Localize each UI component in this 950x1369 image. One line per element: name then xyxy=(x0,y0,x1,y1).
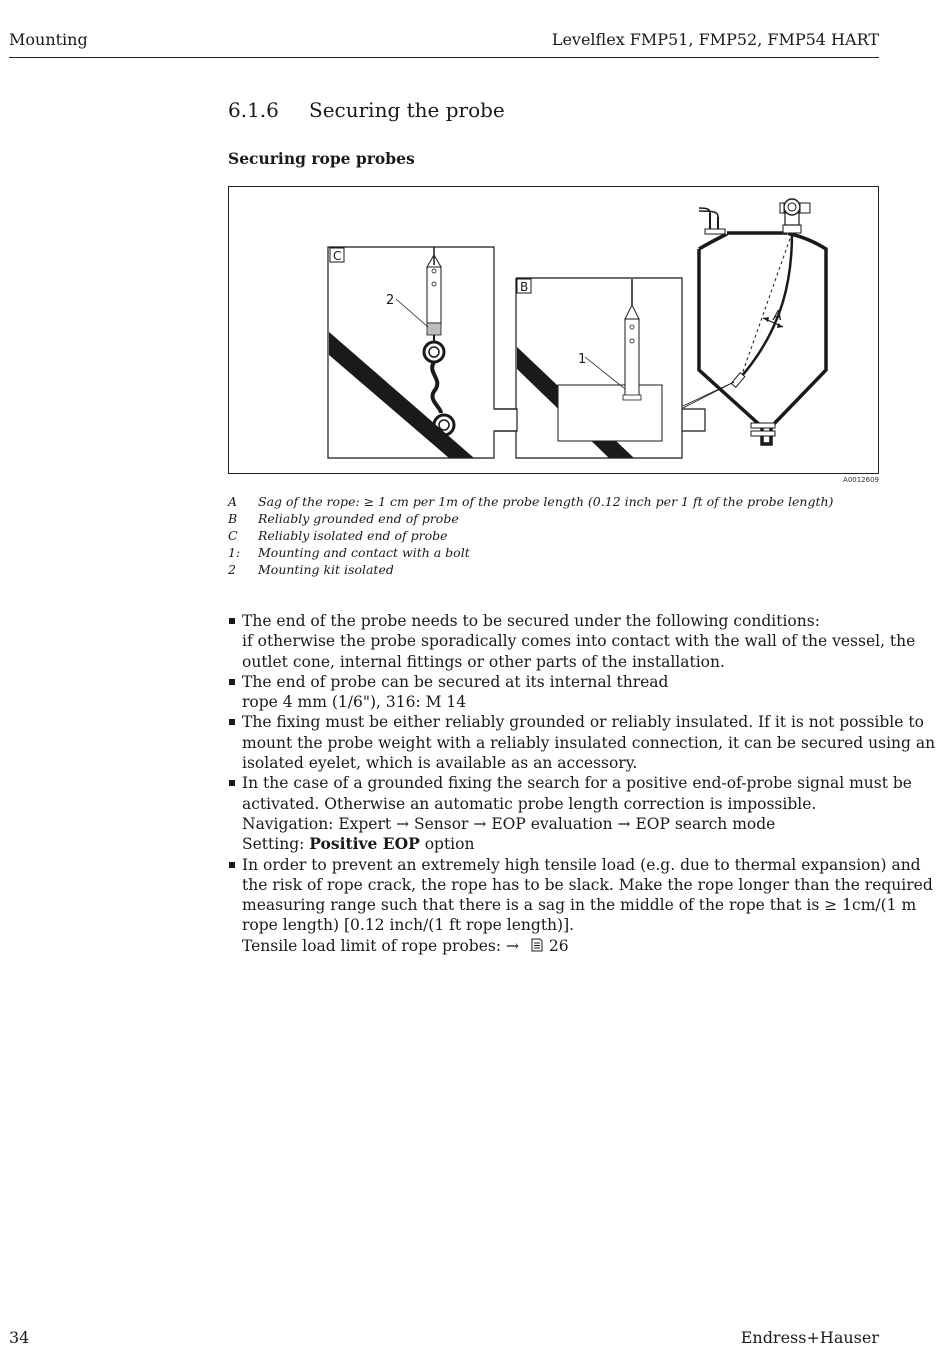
legend-item xyxy=(228,527,833,544)
bullet-line: mount the probe weight with a reliably insulated connection, it can be secured using an xyxy=(242,733,936,752)
arrow-right-icon: → xyxy=(473,814,487,833)
label-c: C xyxy=(333,249,342,263)
page-icon xyxy=(530,938,544,952)
bolt xyxy=(623,395,641,400)
bullet-line: outlet cone, internal fittings or other parts of the installation. xyxy=(242,652,725,671)
bullet-line: The fixing must be either reliably grounded or reliably insulated. If it is not possible to xyxy=(242,713,924,732)
nav-step: EOP evaluation xyxy=(491,814,613,833)
reference-text: Tensile load limit of rope probes: xyxy=(242,936,502,955)
legend-text: Mounting and contact with a bolt xyxy=(258,545,470,560)
legend-text: Reliably isolated end of probe xyxy=(258,528,448,543)
header-rule xyxy=(9,57,879,58)
bullet-line: measuring range such that there is a sag in the middle of the rope that is ≥ 1cm/(1 m xyxy=(242,896,917,915)
legend-key: C xyxy=(228,528,238,543)
silo xyxy=(683,199,826,444)
label-b: B xyxy=(520,280,529,294)
section-number: 6.1.6 xyxy=(228,98,279,122)
setting-prefix: Setting: xyxy=(242,835,305,854)
subheading: Securing rope probes xyxy=(228,149,415,168)
bullet-line: rope 4 mm (1/6"), 316: M 14 xyxy=(242,693,467,712)
probe-illustration xyxy=(229,187,880,475)
wall-hatch-c xyxy=(329,332,474,458)
legend-item xyxy=(228,510,833,527)
bullet-line: rope length) [0.12 inch/(1 ft rope length)]. xyxy=(242,916,575,935)
bullet-line: activated. Otherwise an automatic probe length correction is impossible. xyxy=(242,794,817,813)
arrow-right-icon: → xyxy=(396,814,410,833)
nav-step: Sensor xyxy=(414,814,469,833)
panel-b xyxy=(495,278,705,458)
figure-id: A0012609 xyxy=(843,476,879,484)
bullet-item xyxy=(228,712,936,773)
header-section: Mounting xyxy=(9,30,88,49)
figure-legend xyxy=(228,493,833,578)
arrow-right-icon: → xyxy=(617,814,631,833)
probe-figure xyxy=(228,186,879,474)
setting-value: Positive EOP xyxy=(309,834,420,854)
legend-key: A xyxy=(228,494,238,509)
label-a: A xyxy=(773,309,782,324)
page-number: 34 xyxy=(9,1328,30,1347)
legend-key: 1: xyxy=(228,545,241,560)
setting-suffix: option xyxy=(424,835,475,854)
sagging-rope xyxy=(741,233,792,377)
bullet-line: isolated eyelet, which is available as an accessory. xyxy=(242,754,638,773)
bullet-line: In order to prevent an extremely high tensile load (e.g. due to thermal expansion) and xyxy=(242,855,921,874)
legend-text: Sag of the rope: ≥ 1 cm per 1m of the probe length (0.12 inch per 1 ft of the probe length) xyxy=(258,494,834,509)
transmitter-head xyxy=(784,199,800,215)
setting-line xyxy=(242,834,878,854)
legend-key: B xyxy=(228,511,238,526)
header-product: Levelflex FMP51, FMP52, FMP54 HART xyxy=(551,30,879,49)
footer-brand: Endress+Hauser xyxy=(740,1328,879,1347)
legend-item xyxy=(228,493,833,510)
bullet-item xyxy=(228,773,912,854)
bracket-b xyxy=(558,385,662,441)
bullet-line: the risk of rope crack, the rope has to be slack. Make the rope longer than the required xyxy=(242,875,933,894)
bullet-list xyxy=(228,611,936,956)
panel-c xyxy=(328,247,517,458)
bullet-line: The end of probe can be secured at its internal thread xyxy=(242,672,669,691)
bullet-item xyxy=(228,855,933,956)
legend-text: Mounting kit isolated xyxy=(258,562,394,577)
label-one: 1 xyxy=(578,352,587,367)
isolated-kit xyxy=(427,323,441,335)
legend-item xyxy=(228,544,833,561)
probe-weight-c xyxy=(427,267,441,323)
page-reference-line xyxy=(242,936,878,956)
navigation-path xyxy=(242,814,878,834)
bullet-line: if otherwise the probe sporadically comes into contact with the wall of the vessel, the xyxy=(242,632,916,651)
bullet-line: In the case of a grounded fixing the search for a positive end-of-probe signal must be xyxy=(242,774,912,793)
legend-text: Reliably grounded end of probe xyxy=(258,511,459,526)
nav-step: EOP search mode xyxy=(635,814,776,833)
section-title: Securing the probe xyxy=(309,98,505,122)
bullet-item xyxy=(228,611,916,672)
probe-weight-b xyxy=(625,319,639,397)
nav-prefix: Navigation: Expert xyxy=(242,814,392,833)
bullet-line: The end of the probe needs to be secured under the following conditions: xyxy=(242,612,820,630)
bullet-item xyxy=(228,672,878,713)
label-two: 2 xyxy=(386,293,395,308)
legend-key: 2 xyxy=(228,562,236,577)
arrow-right-icon: → xyxy=(506,936,519,955)
legend-item xyxy=(228,561,833,578)
page-reference-link[interactable]: 26 xyxy=(548,936,569,955)
